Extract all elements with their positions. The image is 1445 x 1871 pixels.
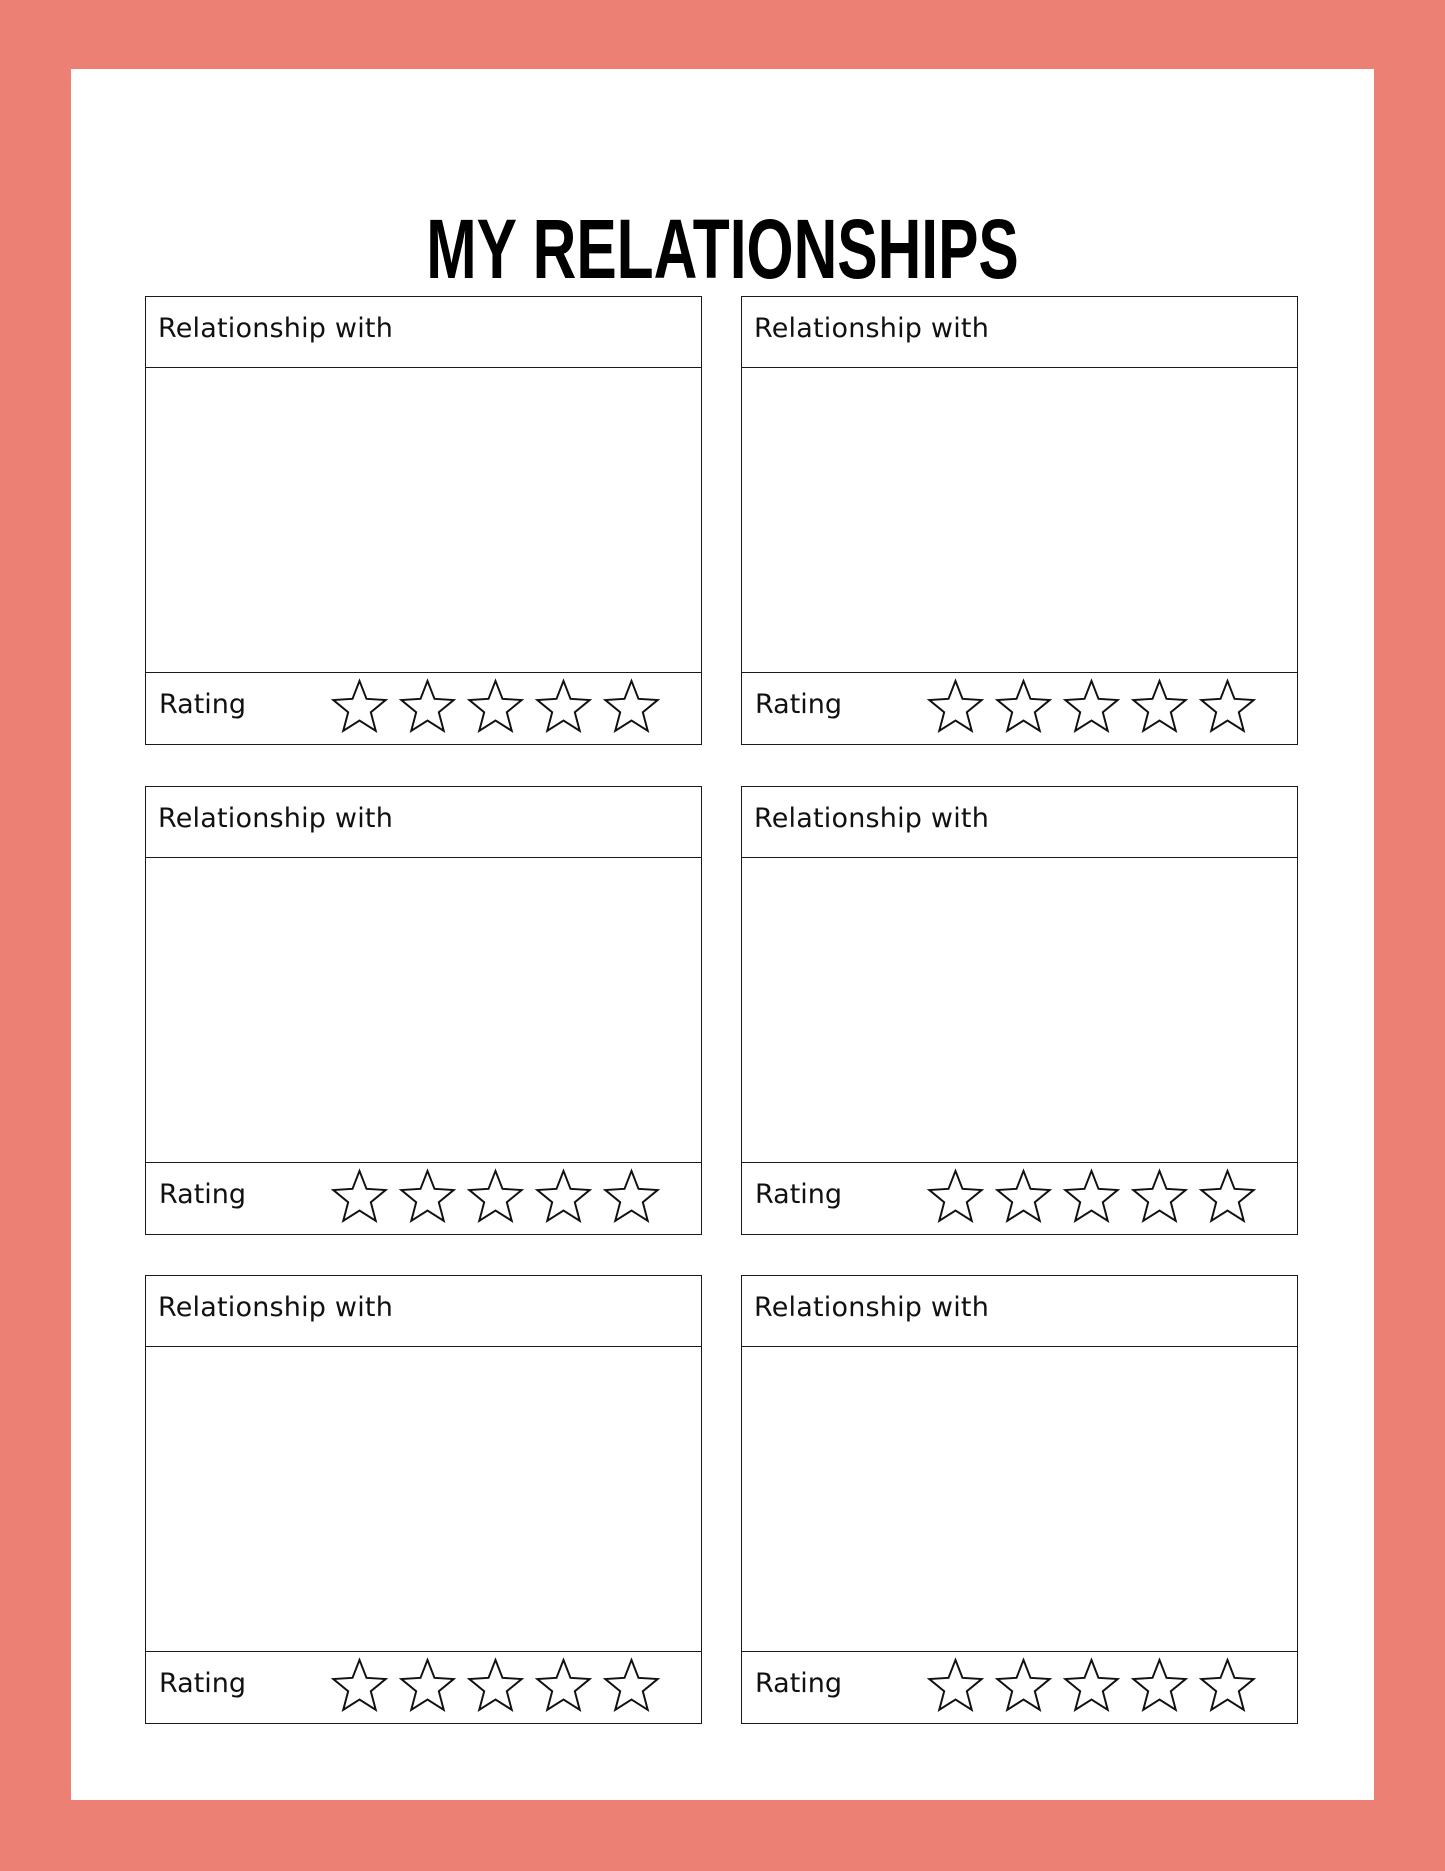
rating-row — [742, 1162, 1297, 1234]
star-icon[interactable] — [328, 1167, 391, 1230]
star-icon[interactable] — [396, 1167, 459, 1230]
rating-label: Rating — [755, 689, 843, 720]
star-icon[interactable] — [600, 1167, 663, 1230]
rating-row — [742, 1651, 1297, 1723]
card-header[interactable] — [742, 297, 1297, 368]
relationship-card — [741, 1275, 1298, 1724]
star-icon[interactable] — [600, 677, 663, 740]
relationship-card — [145, 786, 702, 1235]
notes-area[interactable] — [742, 368, 1297, 674]
relationship-with-label: Relationship with — [158, 313, 394, 344]
star-icon[interactable] — [924, 677, 987, 740]
star-icon[interactable] — [464, 677, 527, 740]
star-icon[interactable] — [532, 677, 595, 740]
star-icon[interactable] — [1060, 1656, 1123, 1719]
rating-stars — [924, 1167, 1259, 1231]
star-icon[interactable] — [1060, 677, 1123, 740]
star-icon[interactable] — [396, 677, 459, 740]
rating-stars — [328, 1167, 663, 1231]
star-icon[interactable] — [1060, 1167, 1123, 1230]
rating-label: Rating — [159, 1179, 247, 1210]
notes-area[interactable] — [742, 858, 1297, 1164]
star-icon[interactable] — [1128, 677, 1191, 740]
relationship-card — [145, 1275, 702, 1724]
star-icon[interactable] — [328, 677, 391, 740]
relationship-with-label: Relationship with — [158, 1292, 394, 1323]
star-icon[interactable] — [396, 1656, 459, 1719]
notes-area[interactable] — [146, 858, 701, 1164]
rating-stars — [924, 1656, 1259, 1720]
star-icon[interactable] — [1196, 677, 1259, 740]
relationship-card — [741, 786, 1298, 1235]
star-icon[interactable] — [992, 1656, 1055, 1719]
notes-area[interactable] — [742, 1347, 1297, 1653]
card-header[interactable] — [742, 787, 1297, 858]
rating-row — [146, 1651, 701, 1723]
star-icon[interactable] — [924, 1167, 987, 1230]
rating-stars — [328, 1656, 663, 1720]
star-icon[interactable] — [992, 677, 1055, 740]
rating-stars — [924, 677, 1259, 741]
rating-row — [146, 1162, 701, 1234]
worksheet-page — [71, 69, 1374, 1800]
relationship-with-label: Relationship with — [158, 803, 394, 834]
card-header[interactable] — [742, 1276, 1297, 1347]
notes-area[interactable] — [146, 1347, 701, 1653]
star-icon[interactable] — [1196, 1167, 1259, 1230]
star-icon[interactable] — [532, 1656, 595, 1719]
relationship-card — [145, 296, 702, 745]
star-icon[interactable] — [464, 1167, 527, 1230]
notes-area[interactable] — [146, 368, 701, 674]
star-icon[interactable] — [1128, 1167, 1191, 1230]
star-icon[interactable] — [464, 1656, 527, 1719]
relationship-card — [741, 296, 1298, 745]
star-icon[interactable] — [992, 1167, 1055, 1230]
rating-row — [742, 672, 1297, 744]
rating-row — [146, 672, 701, 744]
star-icon[interactable] — [328, 1656, 391, 1719]
card-header[interactable] — [146, 787, 701, 858]
relationship-with-label: Relationship with — [754, 803, 990, 834]
card-header[interactable] — [146, 297, 701, 368]
relationship-with-label: Relationship with — [754, 1292, 990, 1323]
rating-label: Rating — [159, 1668, 247, 1699]
star-icon[interactable] — [532, 1167, 595, 1230]
star-icon[interactable] — [1196, 1656, 1259, 1719]
rating-label: Rating — [755, 1179, 843, 1210]
relationship-with-label: Relationship with — [754, 313, 990, 344]
rating-stars — [328, 677, 663, 741]
rating-label: Rating — [755, 1668, 843, 1699]
star-icon[interactable] — [600, 1656, 663, 1719]
card-header[interactable] — [146, 1276, 701, 1347]
star-icon[interactable] — [924, 1656, 987, 1719]
rating-label: Rating — [159, 689, 247, 720]
star-icon[interactable] — [1128, 1656, 1191, 1719]
page-title: MY RELATIONSHIPS — [426, 202, 1019, 296]
